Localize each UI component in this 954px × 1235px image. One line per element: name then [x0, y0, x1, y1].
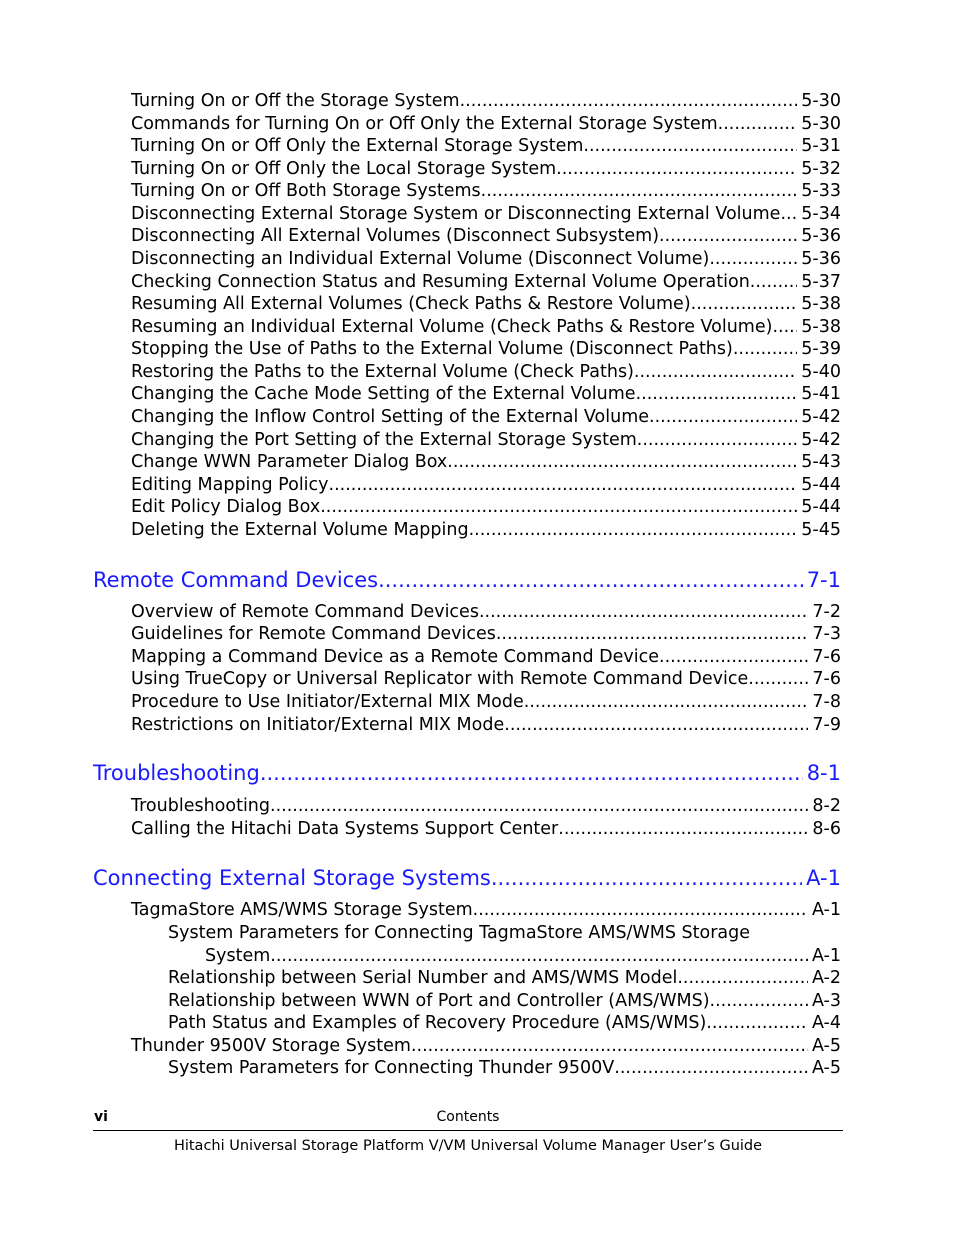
toc-entry-title: Relationship between WWN of Port and Controller (AMS/WMS) [168, 991, 710, 1011]
toc-entry[interactable] [131, 293, 841, 315]
footer-section: Contents [436, 1109, 500, 1125]
dot-leader [750, 271, 798, 293]
toc-entry[interactable] [131, 338, 841, 360]
toc-entry-page: 5-36 [801, 226, 841, 246]
dot-leader [649, 406, 797, 428]
dot-leader [659, 646, 808, 668]
toc-entry-page: 5-42 [801, 407, 841, 427]
toc-entry[interactable] [131, 383, 841, 405]
toc-entry[interactable] [131, 361, 841, 383]
footer-page-number: vi [94, 1109, 108, 1125]
toc-entry[interactable] [131, 691, 841, 713]
toc-entry-title: Editing Mapping Policy [131, 475, 329, 495]
toc-chapter-page: 8-1 [806, 761, 841, 785]
toc-entry-page: 5-40 [801, 362, 841, 382]
toc-entry-page: 5-36 [801, 249, 841, 269]
toc-entry[interactable] [131, 158, 841, 180]
toc-entry-title: Relationship between Serial Number and AMS/WMS Model [168, 968, 678, 988]
toc-entry-title: Procedure to Use Initiator/External MIX Mode [131, 692, 524, 712]
toc-entry[interactable] [131, 623, 841, 645]
toc-subentry[interactable] [168, 1012, 841, 1034]
dot-leader [710, 990, 808, 1012]
dot-leader [709, 248, 797, 270]
dot-leader [469, 519, 798, 541]
toc-entry-title: Using TrueCopy or Universal Replicator with Remote Command Device [131, 669, 749, 689]
toc-entry[interactable] [131, 1035, 841, 1057]
toc-entry-title: System [205, 946, 271, 966]
dot-leader [496, 623, 809, 645]
toc-entry-page: 5-30 [801, 114, 841, 134]
dot-leader [634, 361, 797, 383]
toc-entry-title: Resuming an Individual External Volume (Check Paths & Restore Volume) [131, 317, 773, 337]
dot-leader [329, 474, 798, 496]
toc-entry[interactable] [131, 668, 841, 690]
dot-leader [636, 383, 798, 405]
toc-entry-page: A-3 [811, 991, 841, 1011]
toc-entry-title: Troubleshooting [131, 796, 271, 816]
dot-leader [718, 113, 798, 135]
dot-leader [270, 945, 808, 967]
toc-entry-title: Turning On or Off Only the External Storage System [131, 136, 584, 156]
toc-entry-title: Changing the Cache Mode Setting of the External Volume [131, 384, 636, 404]
toc-entry-page: 5-34 [801, 204, 841, 224]
dot-leader [447, 451, 797, 473]
toc-entry-title: Calling the Hitachi Data Systems Support Center [131, 819, 559, 839]
dot-leader [772, 316, 797, 338]
toc-entry-page: 7-3 [812, 624, 841, 644]
dot-leader [748, 668, 808, 690]
dot-leader [260, 760, 803, 786]
dot-leader [473, 899, 808, 921]
toc-entry-title: Edit Policy Dialog Box [131, 497, 321, 517]
dot-leader [524, 691, 809, 713]
toc-entry-page: 5-43 [801, 452, 841, 472]
toc-entry-page: 5-37 [801, 272, 841, 292]
toc-entry-page: A-2 [811, 968, 841, 988]
toc-entry-page: 7-6 [812, 669, 841, 689]
toc-subentry[interactable] [168, 1057, 841, 1079]
toc-entry-title: Restrictions on Initiator/External MIX Mode [131, 715, 505, 735]
toc-entry-page: A-5 [811, 1058, 841, 1078]
toc-entry-page: A-1 [811, 900, 841, 920]
toc-entry-page: 5-33 [801, 181, 841, 201]
toc-subentry[interactable] [168, 967, 841, 989]
toc-entry[interactable] [131, 180, 841, 202]
toc-entry-page: 5-38 [801, 294, 841, 314]
toc-entry[interactable] [131, 135, 841, 157]
toc-entry-page: A-4 [811, 1013, 841, 1033]
dot-leader [320, 496, 797, 518]
toc-entry[interactable] [131, 316, 841, 338]
toc-entry-page: 7-8 [812, 692, 841, 712]
dot-leader [270, 795, 808, 817]
toc-entry-title: Checking Connection Status and Resuming External Volume Operation [131, 272, 750, 292]
toc-entry-page: 5-32 [801, 159, 841, 179]
toc-entry-title: Mapping a Command Device as a Remote Command Device [131, 647, 659, 667]
toc-entry-page: 5-44 [801, 475, 841, 495]
dot-leader [583, 135, 797, 157]
toc-entry[interactable] [131, 451, 841, 473]
toc-entry[interactable] [131, 714, 841, 736]
toc-entry-page: A-5 [811, 1036, 841, 1056]
toc-subentry-title-line1[interactable]: System Parameters for Connecting TagmaStore AMS/WMS Storage [168, 923, 750, 943]
toc-entry-page: 5-44 [801, 497, 841, 517]
dot-leader [411, 1035, 808, 1057]
toc-entry-page: 5-41 [801, 384, 841, 404]
toc-subentry[interactable] [205, 945, 841, 967]
footer-rule [93, 1130, 843, 1131]
toc-entry-title: Overview of Remote Command Devices [131, 602, 479, 622]
toc-entry-title: Stopping the Use of Paths to the External Volume (Disconnect Paths) [131, 339, 733, 359]
toc-entry-title: Changing the Port Setting of the External Storage System [131, 430, 637, 450]
toc-entry-title: Path Status and Examples of Recovery Procedure (AMS/WMS) [168, 1013, 707, 1033]
toc-entry-page: A-1 [811, 946, 841, 966]
toc-entry-title: Commands for Turning On or Off Only the External Storage System [131, 114, 718, 134]
toc-entry[interactable] [131, 429, 841, 451]
toc-entry-page: 8-2 [812, 796, 841, 816]
toc-entry-page: 5-31 [801, 136, 841, 156]
toc-entry-title: Turning On or Off Both Storage Systems [131, 181, 481, 201]
toc-entry[interactable] [131, 113, 841, 135]
dot-leader [558, 818, 808, 840]
toc-entry[interactable] [131, 519, 841, 541]
toc-chapter-title: Connecting External Storage Systems [93, 866, 491, 890]
toc-chapter-troubleshooting[interactable] [93, 760, 841, 786]
dot-leader [659, 225, 797, 247]
toc-entry[interactable] [131, 406, 841, 428]
toc-entry-title: Turning On or Off Only the Local Storage System [131, 159, 557, 179]
toc-entry[interactable] [131, 818, 841, 840]
toc-entry[interactable] [131, 496, 841, 518]
dot-leader [637, 429, 797, 451]
toc-chapter-title: Remote Command Devices [93, 568, 379, 592]
toc-entry-page: 7-9 [812, 715, 841, 735]
toc-entry[interactable] [131, 90, 841, 112]
toc-entry[interactable] [131, 248, 841, 270]
toc-entry-title: Thunder 9500V Storage System [131, 1036, 411, 1056]
toc-entry-title: Disconnecting All External Volumes (Disconnect Subsystem) [131, 226, 660, 246]
dot-leader [706, 1012, 808, 1034]
toc-chapter-title: Troubleshooting [93, 761, 260, 785]
toc-entry-title: System Parameters for Connecting Thunder 9500V [168, 1058, 615, 1078]
toc-entry-title: Resuming All External Volumes (Check Paths & Restore Volume) [131, 294, 691, 314]
toc-entry[interactable] [131, 899, 841, 921]
toc-entry[interactable] [131, 601, 841, 623]
toc-entry-page: 5-42 [801, 430, 841, 450]
toc-entry-page: 5-45 [801, 520, 841, 540]
toc-chapter-page: A-1 [806, 866, 841, 890]
toc-entry-page: 7-6 [812, 647, 841, 667]
toc-entry-title: Restoring the Paths to the External Volume (Check Paths) [131, 362, 634, 382]
toc-entry-page: 8-6 [812, 819, 841, 839]
toc-entry-page: 5-39 [801, 339, 841, 359]
toc-entry-title: TagmaStore AMS/WMS Storage System [131, 900, 473, 920]
toc-entry-title: Deleting the External Volume Mapping [131, 520, 469, 540]
dot-leader [504, 714, 808, 736]
toc-entry[interactable] [131, 646, 841, 668]
toc-entry-page: 7-2 [812, 602, 841, 622]
dot-leader [677, 967, 808, 989]
dot-leader [733, 338, 797, 360]
toc-entry[interactable] [131, 474, 841, 496]
toc-entry-title: Disconnecting an Individual External Volume (Disconnect Volume) [131, 249, 710, 269]
toc-chapter-page: 7-1 [806, 568, 841, 592]
dot-leader [479, 601, 808, 623]
toc-chapter-connecting-external-storage[interactable] [93, 865, 841, 891]
dot-leader [780, 203, 797, 225]
footer-guide-title: Hitachi Universal Storage Platform V/VM Universal Volume Manager User’s Guide [173, 1138, 763, 1154]
toc-entry[interactable] [131, 271, 841, 293]
toc-entry-page: 5-30 [801, 91, 841, 111]
toc-entry-title: Guidelines for Remote Command Devices [131, 624, 496, 644]
toc-entry[interactable] [131, 203, 841, 225]
toc-entry-title: Disconnecting External Storage System or Disconnecting External Volume [131, 204, 781, 224]
toc-entry-page: 5-38 [801, 317, 841, 337]
toc-entry-title: Change WWN Parameter Dialog Box [131, 452, 448, 472]
dot-leader [481, 180, 798, 202]
dot-leader [691, 293, 798, 315]
toc-entry[interactable] [131, 225, 841, 247]
toc-entry-title: Turning On or Off the Storage System [131, 91, 460, 111]
dot-leader [491, 865, 802, 891]
toc-subentry[interactable] [168, 990, 841, 1012]
dot-leader [460, 90, 798, 112]
toc-entry[interactable] [131, 795, 841, 817]
dot-leader [378, 567, 803, 593]
dot-leader [556, 158, 797, 180]
toc-entry-title: Changing the Inflow Control Setting of the External Volume [131, 407, 650, 427]
dot-leader [614, 1057, 808, 1079]
toc-chapter-remote-command-devices[interactable] [93, 567, 841, 593]
